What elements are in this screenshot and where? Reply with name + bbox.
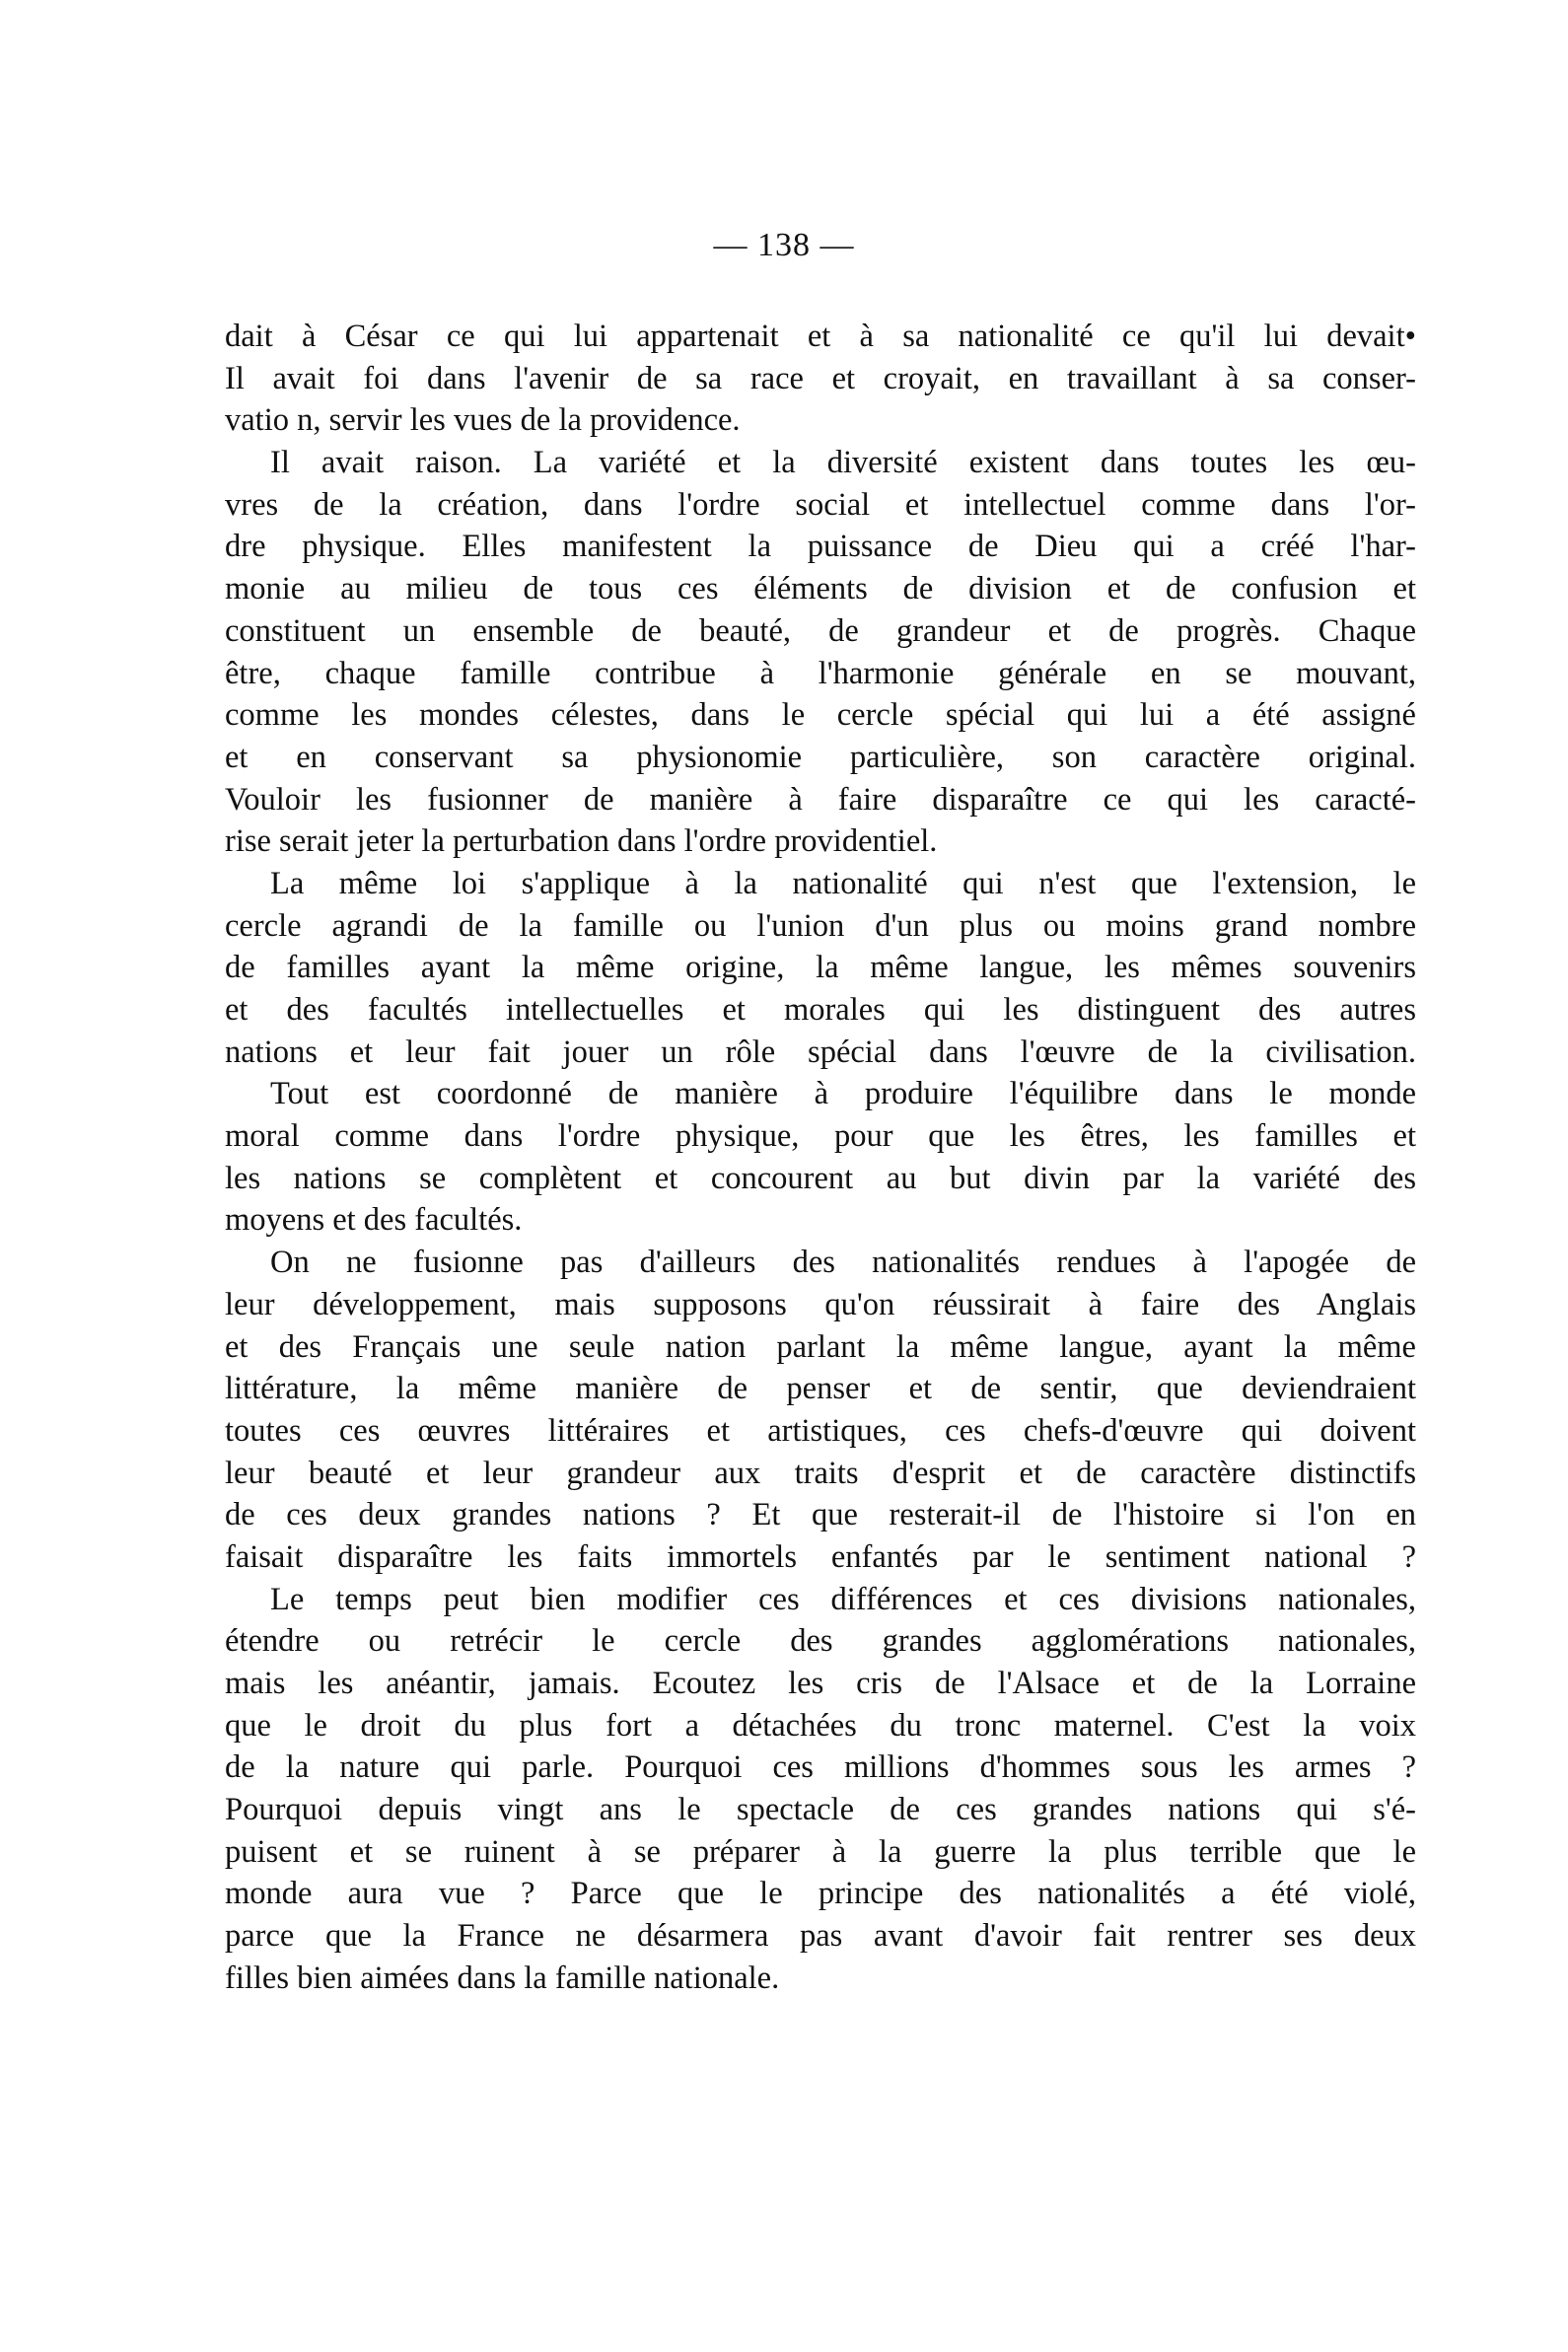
text-line: et des Français une seule nation parlant la même langue, ayant la même [225, 1328, 1416, 1365]
text-line: et en conservant sa physionomie particulière, son caractère original. [225, 739, 1416, 775]
text-line: monie au milieu de tous ces éléments de division et de confusion et [225, 571, 1416, 607]
text-line: de familles ayant la même origine, la même langue, les mêmes souvenirs [225, 950, 1416, 986]
text-line: vatio n, servir les vues de la providence. [225, 402, 741, 439]
text-line: leur développement, mais supposons qu'on réussirait à faire des Anglais [225, 1286, 1416, 1322]
text-line: nations et leur fait jouer un rôle spécial dans l'œuvre de la civilisation. [225, 1033, 1416, 1070]
text-line: littérature, la même manière de penser et de sentir, que deviendraient [225, 1371, 1416, 1407]
text-line: monde aura vue ? Parce que le principe des nationalités a été violé, [225, 1876, 1416, 1912]
text-line: Tout est coordonné de manière à produire l'équilibre dans le monde [270, 1076, 1416, 1112]
text-line: Le temps peut bien modifier ces différences et ces divisions nationales, [270, 1581, 1416, 1617]
text-line: Vouloir les fusionner de manière à faire disparaître ce qui les caracté- [225, 781, 1416, 818]
text-line: dre physique. Elles manifestent la puissance de Dieu qui a créé l'har- [225, 529, 1416, 565]
text-line: filles bien aimées dans la famille nationale. [225, 1960, 780, 1996]
text-line: Il avait foi dans l'avenir de sa race et croyait, en travaillant à sa conser- [225, 360, 1416, 396]
text-line: moral comme dans l'ordre physique, pour que les êtres, les familles et [225, 1118, 1416, 1155]
text-line: constituent un ensemble de beauté, de grandeur et de progrès. Chaque [225, 612, 1416, 649]
text-line: La même loi s'applique à la nationalité qui n'est que l'extension, le [270, 865, 1416, 901]
text-line: étendre ou retrécir le cercle des grandes agglomérations nationales, [225, 1623, 1416, 1660]
page-number: — 138 — [713, 227, 855, 263]
text-line: mais les anéantir, jamais. Ecoutez les cris de l'Alsace et de la Lorraine [225, 1666, 1416, 1701]
text-line: être, chaque famille contribue à l'harmonie générale en se mouvant, [225, 655, 1416, 691]
text-line: comme les mondes célestes, dans le cercle spécial qui lui a été assigné [225, 697, 1416, 734]
text-line: de la nature qui parle. Pourquoi ces millions d'hommes sous les armes ? [225, 1749, 1416, 1786]
body-text [225, 316, 1416, 2000]
text-line: moyens et des facultés. [225, 1202, 523, 1239]
text-line: que le droit du plus fort a détachées du tronc maternel. C'est la voix [225, 1707, 1416, 1744]
text-line: et des facultés intellectuelles et morales qui les distinguent des autres [225, 992, 1416, 1028]
text-line: puisent et se ruinent à se préparer à la guerre la plus terrible que le [225, 1833, 1416, 1870]
text-line: parce que la France ne désarmera pas avant d'avoir fait rentrer ses deux [225, 1918, 1416, 1955]
text-line: de ces deux grandes nations ? Et que resterait-il de l'histoire si l'on en [225, 1497, 1416, 1533]
text-line: cercle agrandi de la famille ou l'union d'un plus ou moins grand nombre [225, 907, 1416, 944]
text-line: rise serait jeter la perturbation dans l'ordre providentiel. [225, 823, 938, 860]
text-line: leur beauté et leur grandeur aux traits d'esprit et de caractère distinctifs [225, 1455, 1416, 1491]
text-line: vres de la création, dans l'ordre social et intellectuel comme dans l'or- [225, 486, 1416, 523]
text-line: Il avait raison. La variété et la diversité existent dans toutes les œu- [270, 445, 1416, 481]
text-line: faisait disparaître les faits immortels enfantés par le sentiment national ? [225, 1538, 1416, 1575]
text-line: dait à César ce qui lui appartenait et à sa nationalité ce qu'il lui devait• [225, 319, 1416, 354]
text-line: toutes ces œuvres littéraires et artistiques, ces chefs-d'œuvre qui doivent [225, 1412, 1416, 1449]
text-line: On ne fusionne pas d'ailleurs des nationalités rendues à l'apogée de [270, 1245, 1416, 1281]
text-line: les nations se complètent et concourent au but divin par la variété des [225, 1160, 1416, 1196]
text-line: Pourquoi depuis vingt ans le spectacle de ces grandes nations qui s'é- [225, 1792, 1416, 1828]
